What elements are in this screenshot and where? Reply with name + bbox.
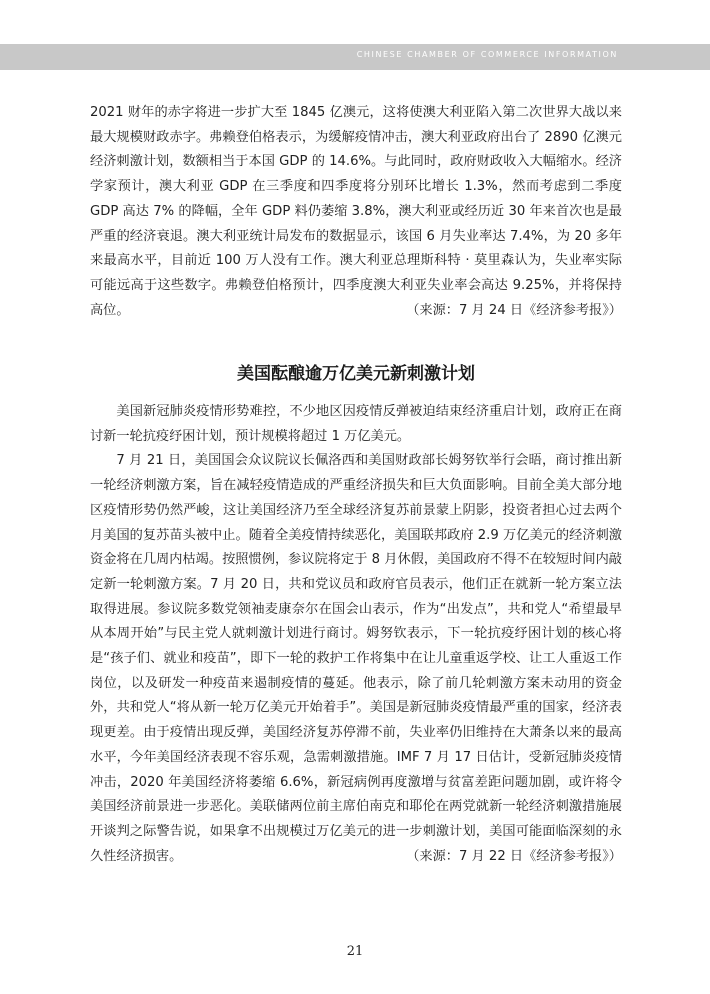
article-australia [90,101,622,323]
paragraph-text: 7 月 21 日，美国国会众议院议长佩洛西和美国财政部长姆努钦举行会晤，商讨推出新一轮经济刺激方案，旨在减轻疫情造成的严重经济损失和巨大负面影响。目前全美大部分地区疫情形势仍然严峻，这让美国经济乃至全球经济复苏前景蒙上阴影，投资者担心过去两个月美国的复苏苗头被中止。随着全美疫情持续恶化，美国联邦政府 2.9 万亿美元的经济刺激资金将在几周内枯竭。按照惯例，参议院将定于 8 月休假，美国政府不得不在较短时间内敲定新一轮刺激方案。7 月 20 日，共和党议员和政府官员表示，他们正在就新一轮方案立法取得进展。参议院多数党领袖麦康奈尔在国会山表示，作为“出发点”，共和党人“希望最早从本周开始”与民主党人就刺激计划进行商讨。姆努钦表示，下一轮抗疫纾困计划的核心将是“孩子们、就业和疫苗”，即下一轮的救护工作将集中在让儿童重返学校、让工人重返工作岗位，以及研发一种疫苗来遏制疫情的蔓延。他表示，除了前几轮刺激方案未动用的资金外，共和党人“将从新一轮万亿美元开始着手”。美国是新冠肺炎疫情最严重的国家，经济表现更差。由于疫情出现反弹，美国经济复苏停滞不前，失业率仍旧维持在大萧条以来的最高水平，今年美国经济表现不容乐观，急需刺激措施。IMF 7 月 17 日估计，受新冠肺炎疫情冲击，2020 年美国经济将萎缩 6.6%，新冠病例再度激增与贫富差距问题加剧，或许将令美国经济前景进一步恶化。美联储两位前主席伯南克和耶伦在两党就新一轮经济刺激措施展开谈判之际警告说，如果拿不出规模过万亿美元的进一步刺激计划，美国可能面临深刻的永久性经济损害。 [90,453,622,864]
article-paragraph [90,449,622,869]
article-paragraph: 美国新冠肺炎疫情形势难控，不少地区因疫情反弹被迫结束经济重启计划，政府正在商讨新一轮抗疫纾困计划，预计规模将超过 1 万亿美元。 [90,404,622,444]
article-paragraph [90,101,622,323]
section-title: 美国酝酿逾万亿美元新刺激计划 [237,364,475,384]
article-us-stimulus [90,400,622,869]
source-citation: （来源：7 月 22 日《经济参考报》） [406,848,622,864]
source-citation: （来源：7 月 24 日《经济参考报》） [406,302,622,318]
running-header: CHINESE CHAMBER OF COMMERCE INFORMATION [356,50,618,59]
paragraph-text: 2021 财年的赤字将进一步扩大至 1845 亿澳元，这将使澳大利亚陷入第二次世界大战以来最大规模财政赤字。弗赖登伯格表示，为缓解疫情冲击，澳大利亚政府出台了 2890 亿澳元经济刺激计划，数额相当于本国 GDP 的 14.6%。与此同时，政府财政收入大幅缩水。经济学家预计，澳大利亚 GDP 在三季度和四季度将分别环比增长 1.3%，然而考虑到二季度 GDP 高达 7% 的降幅，全年 GDP 料仍萎缩 3.8%，澳大利亚或经历近 30 年来首次也是最严重的经济衰退。澳大利亚统计局发布的数据显示，该国 6 月失业率达 7.4%，为 20 多年来最高水平，目前近 100 万人没有工作。澳大利亚总理斯科特 · 莫里森认为，失业率实际可能远高于这些数字。弗赖登伯格预计，四季度澳大利亚失业率会高达 9.25%，并将保持高位。 [90,105,622,318]
page-number: 21 [346,944,364,959]
